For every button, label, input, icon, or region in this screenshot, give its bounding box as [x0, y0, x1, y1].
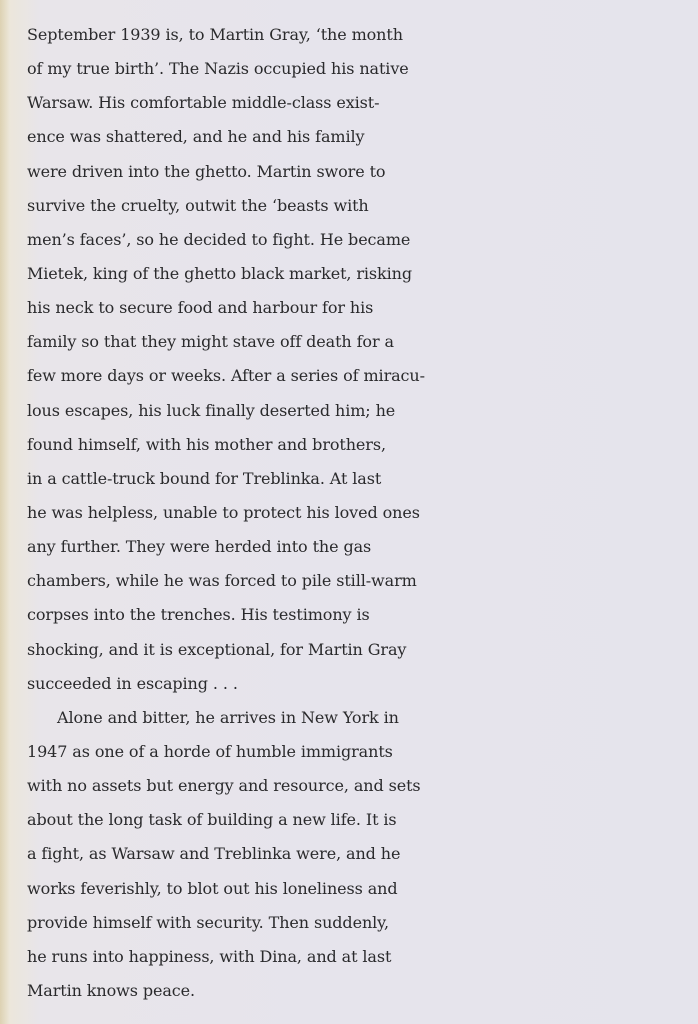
text-line: survive the cruelty, outwit the ‘beasts with [27, 195, 369, 215]
text-line: he was helpless, unable to protect his loved ones [27, 502, 420, 522]
text-line: in a cattle-truck bound for Treblinka. At last [27, 468, 382, 488]
text-line: found himself, with his mother and brothers, [27, 434, 386, 454]
text-line: succeeded in escaping . . . [27, 673, 238, 693]
text-line: shocking, and it is exceptional, for Martin Gray [27, 639, 407, 659]
text-line: lous escapes, his luck finally deserted him; he [27, 400, 396, 420]
paragraph-2 [27, 701, 697, 1008]
text-line: Warsaw. His comfortable middle-class exist- [27, 93, 380, 113]
text-line: works feverishly, to blot out his loneliness and [27, 878, 398, 898]
text-line: September 1939 is, to Martin Gray, ‘the month [27, 25, 403, 44]
page-edge-shadow [0, 0, 10, 1024]
text-line: corpses into the trenches. His testimony is [27, 605, 370, 625]
text-line: about the long task of building a new life. It is [27, 810, 397, 830]
text-line: Mietek, king of the ghetto black market, risking [27, 263, 413, 283]
text-line: men’s faces’, so he decided to fight. He became [27, 229, 411, 249]
text-line: his neck to secure food and harbour for his [27, 298, 374, 318]
text-line: 1947 as one of a horde of humble immigrants [27, 741, 393, 761]
text-line: provide himself with security. Then suddenly, [27, 912, 389, 932]
text-line: Martin knows peace. [27, 980, 195, 1000]
text-line: Alone and bitter, he arrives in New York in [57, 707, 399, 727]
text-line: of my true birth’. The Nazis occupied his native [27, 59, 409, 79]
blurb-text [27, 18, 697, 1008]
text-line: chambers, while he was forced to pile still-warm [27, 571, 417, 591]
text-line: ence was shattered, and he and his family [27, 127, 365, 147]
text-line: any further. They were herded into the gas [27, 537, 372, 557]
paragraph-1 [27, 18, 697, 701]
text-line: a fight, as Warsaw and Treblinka were, and he [27, 844, 401, 864]
text-line: with no assets but energy and resource, and sets [27, 776, 421, 796]
text-line: family so that they might stave off death for a [27, 332, 394, 352]
text-line: few more days or weeks. After a series of miracu- [27, 366, 425, 386]
text-line: were driven into the ghetto. Martin swore to [27, 161, 386, 181]
text-line: he runs into happiness, with Dina, and at last [27, 946, 392, 966]
